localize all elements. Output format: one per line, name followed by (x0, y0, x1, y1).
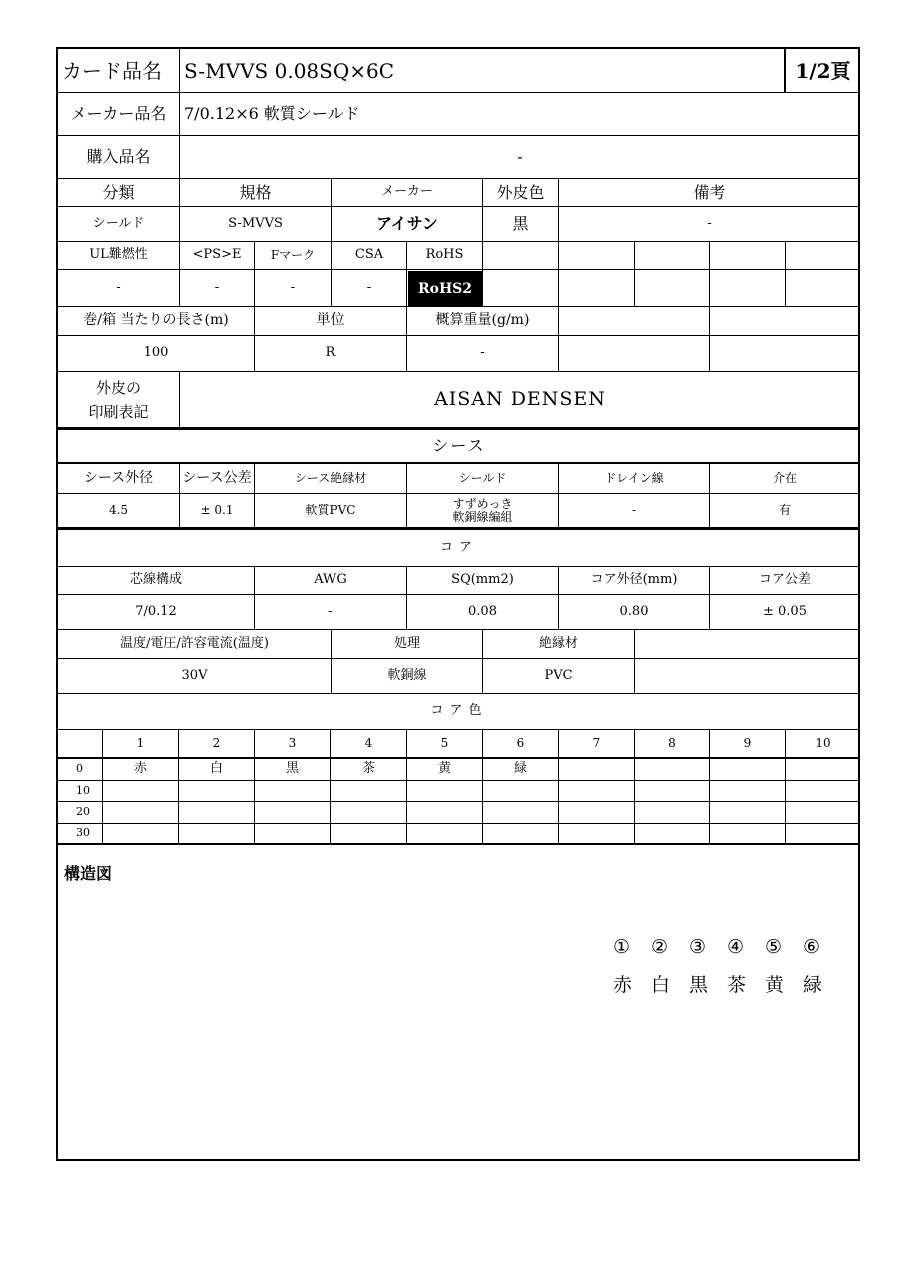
weight-value: - (407, 336, 559, 372)
class-label: 分類 (58, 179, 180, 207)
color-cell (786, 781, 860, 802)
ul-label: UL難燃性 (58, 242, 180, 270)
core-tol-label: コア公差 (710, 567, 860, 595)
print-value: AISAN DENSEN (180, 372, 860, 430)
color-cell (103, 781, 179, 802)
color-cell (331, 802, 407, 824)
core-color-label: 赤 (613, 974, 633, 996)
sheath-title: シース (58, 430, 860, 464)
color-cell (179, 824, 255, 845)
color-cell (179, 802, 255, 824)
color-cell (786, 824, 860, 845)
maker-label: メーカー (332, 179, 483, 207)
color-cell (179, 781, 255, 802)
drain-value: - (559, 494, 710, 528)
color-cell (483, 802, 559, 824)
sheath-tol-value: ± 0.1 (180, 494, 255, 528)
fmark-label: Fマーク (255, 242, 332, 270)
color-cell: 緑 (483, 759, 559, 781)
core-color-label: 黒 (689, 974, 709, 996)
pse-label: <PS>E (180, 242, 255, 270)
maker-name-label: メーカー品名 (58, 93, 180, 136)
filler-value: 有 (710, 494, 860, 528)
rating-val-blank (635, 659, 860, 694)
card-name-label: カード品名 (58, 49, 180, 93)
core-number-label: ② (651, 936, 669, 958)
color-cell (635, 802, 710, 824)
std-val-blank-4 (710, 270, 786, 307)
rating-value: 30V (58, 659, 332, 694)
color-cell (786, 802, 860, 824)
drain-label: ドレイン線 (559, 464, 710, 494)
color-column-header: 2 (179, 730, 255, 759)
unit-value: R (255, 336, 407, 372)
color-cell (710, 781, 786, 802)
csa-label: CSA (332, 242, 407, 270)
color-cell (786, 759, 860, 781)
color-column-header: 6 (483, 730, 559, 759)
core-number-label: ⑥ (803, 936, 821, 958)
std-blank-4 (710, 242, 786, 270)
color-cell (559, 824, 635, 845)
color-cell (331, 824, 407, 845)
core-number-label: ① (613, 936, 631, 958)
std-val-blank-5 (786, 270, 860, 307)
spec-sheet (56, 47, 860, 1161)
sq-value: 0.08 (407, 595, 559, 630)
color-cell (635, 759, 710, 781)
color-row-index: 10 (58, 781, 103, 802)
remarks-label: 備考 (559, 179, 860, 207)
core-number-label: ③ (689, 936, 707, 958)
core-color-label: 白 (651, 974, 671, 996)
core-number-label: ⑤ (765, 936, 783, 958)
color-cell (635, 781, 710, 802)
color-column-header: 8 (635, 730, 710, 759)
color-cell (255, 781, 331, 802)
std-blank-2 (559, 242, 635, 270)
rating-blank (635, 630, 860, 659)
pse-value: - (180, 270, 255, 307)
sheath-ins-value: 軟質PVC (255, 494, 407, 528)
std-blank-1 (483, 242, 559, 270)
len-blank-1 (559, 307, 710, 336)
std-val-blank-3 (635, 270, 710, 307)
shield-value: すずめっき 軟銅線編組 (407, 494, 559, 528)
color-cell (483, 824, 559, 845)
len-val-blank-2 (710, 336, 860, 372)
color-cell (407, 802, 483, 824)
weight-label: 概算重量(g/m) (407, 307, 559, 336)
std-val-blank-2 (559, 270, 635, 307)
color-cell (635, 824, 710, 845)
color-cell (103, 824, 179, 845)
len-blank-2 (710, 307, 860, 336)
sheath-od-value: 4.5 (58, 494, 180, 528)
core-tol-value: ± 0.05 (710, 595, 860, 630)
color-cell (103, 802, 179, 824)
color-cell (710, 802, 786, 824)
color-column-header: 4 (331, 730, 407, 759)
color-row-index: 30 (58, 824, 103, 845)
core-color-title: コア色 (58, 694, 860, 730)
color-cell: 茶 (331, 759, 407, 781)
maker-name-value: 7/0.12×6 軟質シールド (180, 93, 860, 136)
length-label: 巻/箱 当たりの長さ(m) (58, 307, 255, 336)
color-cell (710, 759, 786, 781)
outer-color-value: 黒 (483, 207, 559, 242)
print-label (58, 372, 180, 430)
color-cell (255, 824, 331, 845)
purchase-name-label: 購入品名 (58, 136, 180, 179)
color-cell: 白 (179, 759, 255, 781)
color-cell (483, 781, 559, 802)
purchase-name-value: - (180, 136, 860, 179)
len-val-blank-1 (559, 336, 710, 372)
standard-label: 規格 (180, 179, 332, 207)
rohs-label: RoHS (407, 242, 483, 270)
core-color-label: 茶 (727, 974, 747, 996)
sheath-ins-label: シース絶縁材 (255, 464, 407, 494)
length-value: 100 (58, 336, 255, 372)
color-cell: 黒 (255, 759, 331, 781)
unit-label: 単位 (255, 307, 407, 336)
color-cell (710, 824, 786, 845)
color-cell (255, 802, 331, 824)
maker-value: アイサン (332, 207, 483, 242)
filler-label: 介在 (710, 464, 860, 494)
card-name-value: S-MVVS 0.08SQ×6C (180, 49, 785, 93)
color-header-corner (58, 730, 103, 759)
standard-value: S-MVVS (180, 207, 332, 242)
core-color-label: 緑 (803, 974, 823, 996)
std-blank-5 (786, 242, 860, 270)
color-column-header: 10 (786, 730, 860, 759)
treatment-label: 処理 (332, 630, 483, 659)
color-cell (559, 802, 635, 824)
rohs2-badge: RoHS2 (408, 271, 482, 306)
color-cell (559, 759, 635, 781)
insulation-value: PVC (483, 659, 635, 694)
core-color-label: 黄 (765, 974, 785, 996)
color-cell (331, 781, 407, 802)
print-label-line1: 外皮の (95, 378, 141, 397)
print-label-line2: 印刷表記 (88, 402, 149, 421)
color-row-index: 20 (58, 802, 103, 824)
color-cell (407, 781, 483, 802)
core-title: コア (58, 528, 860, 567)
color-column-header: 5 (407, 730, 483, 759)
sheath-tol-label: シース公差 (180, 464, 255, 494)
rating-label: 温度/電圧/許容電流(温度) (58, 630, 332, 659)
conductor-label: 芯線構成 (58, 567, 255, 595)
color-column-header: 9 (710, 730, 786, 759)
csa-value: - (332, 270, 407, 307)
color-column-header: 3 (255, 730, 331, 759)
color-cell: 黄 (407, 759, 483, 781)
color-row-index: 0 (58, 759, 103, 781)
core-od-value: 0.80 (559, 595, 710, 630)
awg-label: AWG (255, 567, 407, 595)
ul-value: - (58, 270, 180, 307)
sheath-od-label: シース外径 (58, 464, 180, 494)
fmark-value: - (255, 270, 332, 307)
insulation-label: 絶縁材 (483, 630, 635, 659)
outer-color-label: 外皮色 (483, 179, 559, 207)
treatment-value: 軟銅線 (332, 659, 483, 694)
std-val-blank-1 (483, 270, 559, 307)
core-od-label: コア外径(mm) (559, 567, 710, 595)
std-blank-3 (635, 242, 710, 270)
page-number: 1/2頁 (785, 49, 860, 93)
color-column-header: 7 (559, 730, 635, 759)
sq-label: SQ(mm2) (407, 567, 559, 595)
core-number-label: ④ (727, 936, 745, 958)
remarks-value: - (559, 207, 860, 242)
color-cell (559, 781, 635, 802)
structure-label: 構造図 (64, 864, 113, 883)
awg-value: - (255, 595, 407, 630)
shield-label: シールド (407, 464, 559, 494)
conductor-value: 7/0.12 (58, 595, 255, 630)
color-column-header: 1 (103, 730, 179, 759)
class-value: シールド (58, 207, 180, 242)
color-cell: 赤 (103, 759, 179, 781)
color-cell (407, 824, 483, 845)
